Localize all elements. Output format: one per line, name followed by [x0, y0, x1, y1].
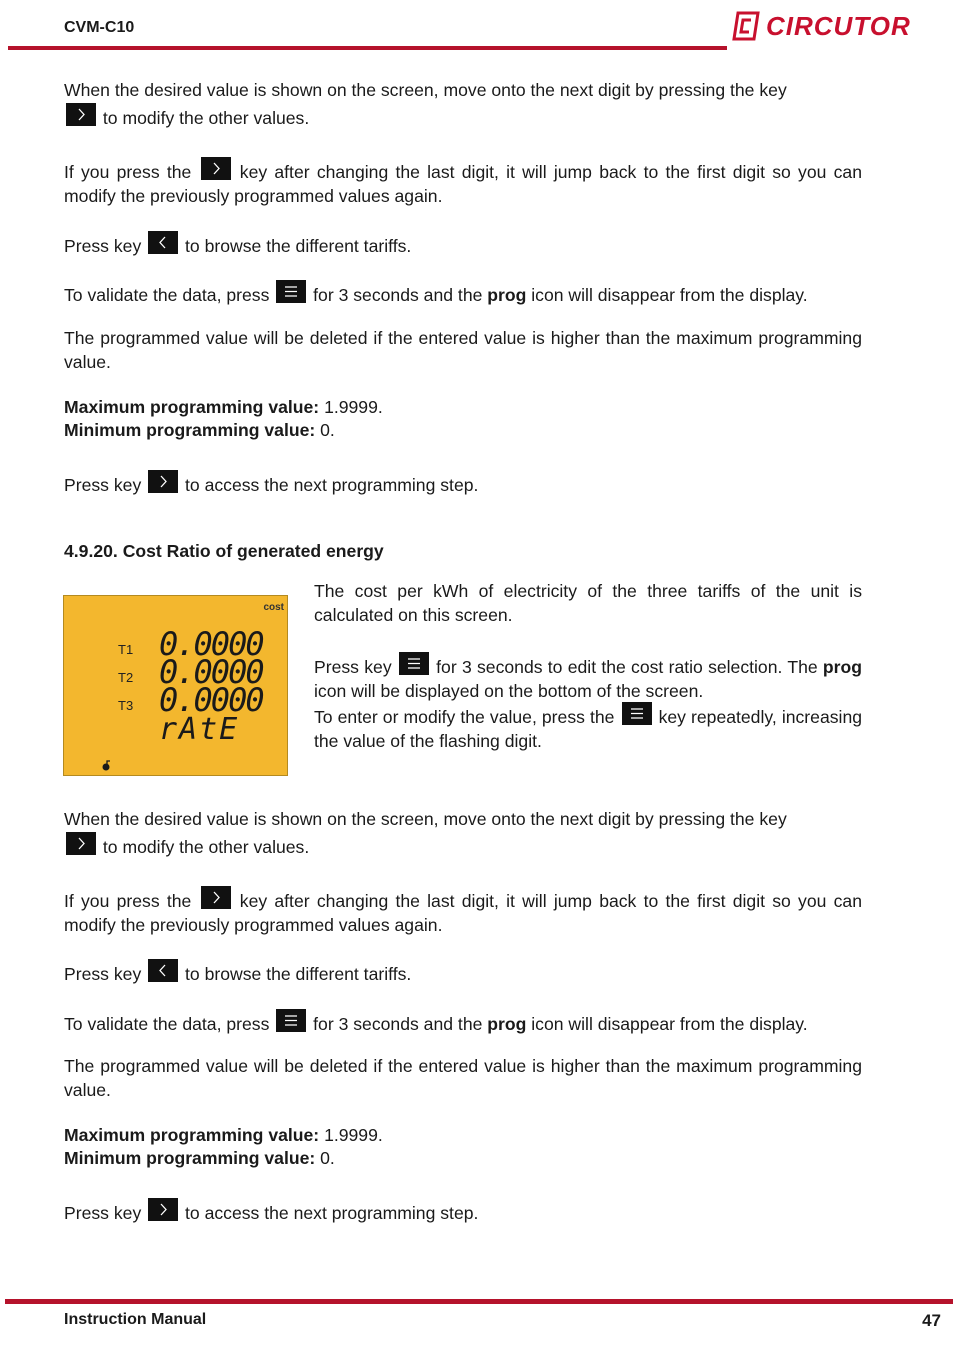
- brand-name: CIRCUTOR: [766, 11, 911, 41]
- document-model: CVM-C10: [64, 19, 135, 36]
- circutor-logo-icon: [730, 10, 762, 42]
- lcd-cost-label: cost: [263, 602, 284, 613]
- menu-key-icon: [399, 652, 429, 675]
- paragraph-next-digit: When the desired value is shown on the screen, move onto the next digit by pressing the key to modify the other values.: [64, 809, 787, 857]
- right-arrow-key-icon: [148, 1198, 178, 1221]
- lcd-tariff-label: T3: [118, 698, 134, 713]
- footer-manual-label: Instruction Manual: [64, 1311, 207, 1328]
- right-arrow-key-icon: [66, 832, 96, 855]
- left-arrow-key-icon: [148, 231, 178, 254]
- section-heading: 4.9.20. Cost Ratio of generated energy: [64, 541, 384, 561]
- max-programming-value: Maximum programming value: 1.9999.: [64, 1125, 383, 1145]
- paragraph-next-step: Press key to access the next programming step.: [64, 470, 862, 498]
- min-programming-value: Minimum programming value: 0.: [64, 420, 335, 440]
- paragraph-enter-value: To enter or modify the value, press the key repeatedly, increasing the value of the flashing digit.: [314, 702, 862, 753]
- left-arrow-key-icon: [148, 959, 178, 982]
- menu-key-icon: [276, 1009, 306, 1032]
- right-arrow-key-icon: [148, 470, 178, 493]
- svg-text:0.0000: 0.0000: [159, 656, 263, 688]
- paragraph-deleted-warning: The programmed value will be deleted if the entered value is higher than the maximum programming value.: [64, 328, 862, 372]
- menu-key-icon: [622, 702, 652, 725]
- lcd-tariff-label: T2: [118, 670, 134, 685]
- min-programming-value: Minimum programming value: 0.: [64, 1148, 335, 1168]
- paragraph-jump-back: If you press the key after changing the last digit, it will jump back to the first digit so you can modify the previously programmed values again.: [64, 886, 862, 937]
- max-programming-value: Maximum programming value: 1.9999.: [64, 397, 383, 417]
- paragraph-browse-tariffs: Press key to browse the different tariffs.: [64, 231, 862, 259]
- svg-text:rAtE: rAtE: [159, 712, 240, 744]
- paragraph-browse-tariffs: Press key to browse the different tariffs.: [64, 959, 862, 987]
- lcd-rate-text: [159, 712, 269, 744]
- paragraph-deleted-warning: The programmed value will be deleted if the entered value is higher than the maximum programming value.: [64, 1056, 862, 1100]
- paragraph-next-step: Press key to access the next programming step.: [64, 1198, 862, 1226]
- lcd-tariff-label: T1: [118, 642, 134, 657]
- brand-logo: [730, 10, 911, 44]
- paragraph-validate: To validate the data, press for 3 seconds and the prog icon will disappear from the display.: [64, 280, 862, 308]
- svg-text:0.0000: 0.0000: [159, 684, 263, 716]
- paragraph-jump-back: If you press the key after changing the last digit, it will jump back to the first digit so you can modify the previously programmed values again.: [64, 157, 862, 208]
- page-number: 47: [922, 1311, 941, 1330]
- lcd-display: [63, 595, 288, 776]
- footer-rule: [5, 1299, 953, 1304]
- right-arrow-key-icon: [201, 886, 231, 909]
- header-rule: [8, 46, 727, 50]
- paragraph-next-digit: When the desired value is shown on the screen, move onto the next digit by pressing the key to modify the other values.: [64, 80, 787, 128]
- prog-lock-icon: [101, 759, 113, 771]
- right-arrow-key-icon: [66, 103, 96, 126]
- paragraph-edit-cost-ratio: Press key for 3 seconds to edit the cost ratio selection. The prog icon will be displayed on the bottom of the screen.: [314, 652, 862, 703]
- paragraph-validate: To validate the data, press for 3 seconds and the prog icon will disappear from the display.: [64, 1009, 862, 1037]
- menu-key-icon: [276, 280, 306, 303]
- paragraph-cost-intro: The cost per kWh of electricity of the three tariffs of the unit is calculated on this screen.: [314, 581, 862, 625]
- svg-text:0.0000: 0.0000: [159, 628, 263, 660]
- right-arrow-key-icon: [201, 157, 231, 180]
